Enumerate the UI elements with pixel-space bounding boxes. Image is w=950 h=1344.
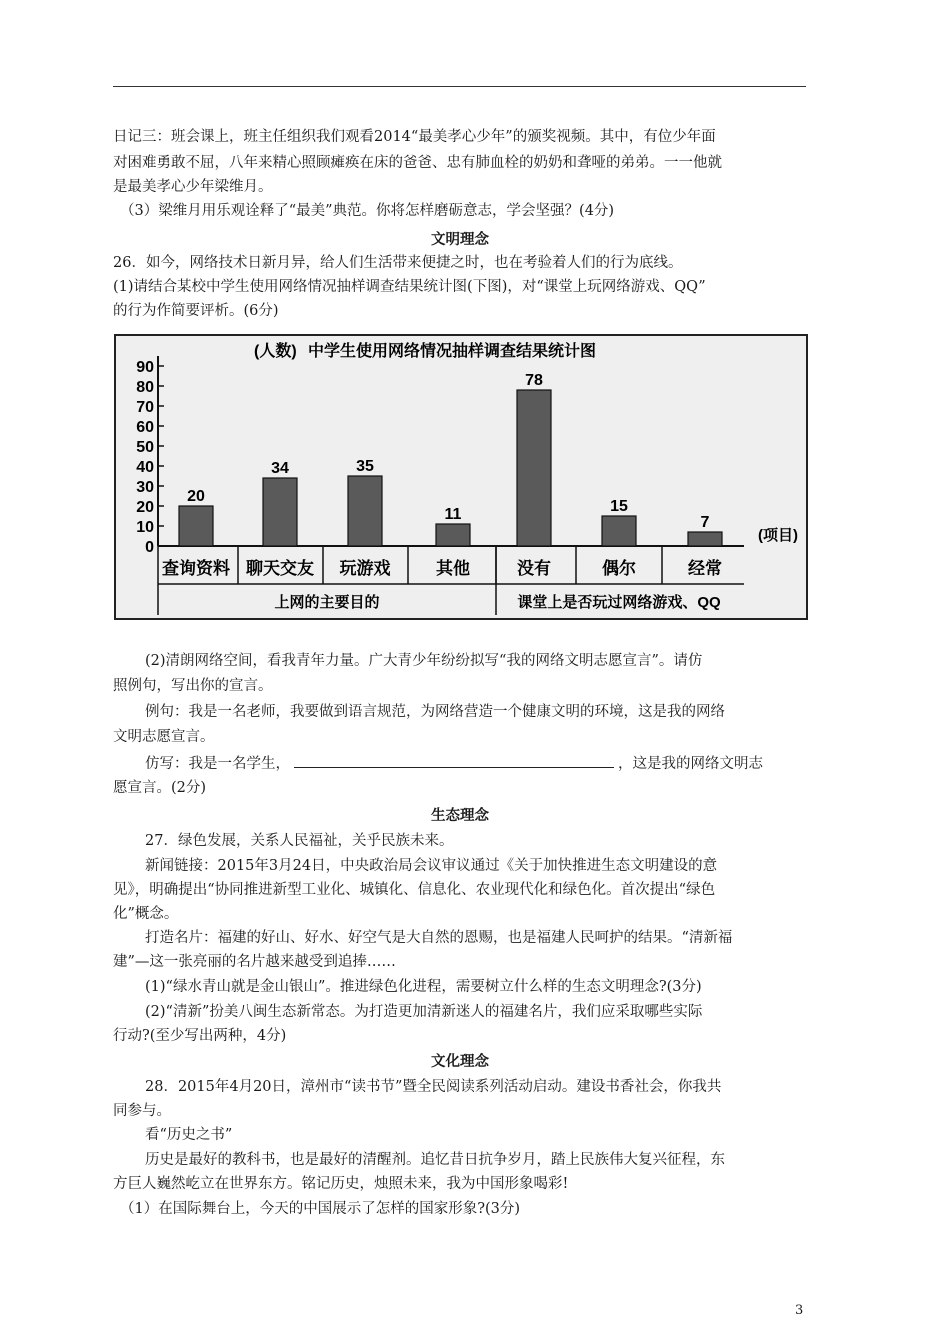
heading-civil: 文明理念 (431, 231, 489, 248)
y-tick-label: 70 (136, 399, 154, 416)
question-26-1-line2: 的行为作简要评析。(6分) (113, 303, 279, 319)
history-subheading: 看“历史之书” (145, 1127, 233, 1143)
imitate-suffix: ，这是我的网络文明志 (618, 756, 763, 772)
bar-value-label: 35 (356, 458, 374, 475)
y-tick-label: 80 (136, 379, 154, 396)
chart-x-axis-label: (项目) (758, 527, 798, 544)
chart-title: 中学生使用网络情况抽样调查结果统计图 (308, 343, 597, 360)
history-line1: 历史是最好的教科书，也是最好的清醒剂。追忆昔日抗争岁月，踏上民族伟大复兴征程，东 (145, 1152, 725, 1168)
group-label: 课堂上是否玩过网络游戏、QQ (517, 594, 721, 611)
y-tick-label: 40 (136, 459, 154, 476)
header-rule (113, 86, 806, 87)
bar-value-label: 34 (271, 460, 289, 477)
bar-value-label: 15 (610, 498, 628, 515)
category-label: 偶尔 (602, 559, 636, 578)
bar-聊天交友 (263, 478, 297, 546)
question-28-line2: 同参与。 (113, 1103, 171, 1119)
y-tick-label: 10 (136, 519, 154, 536)
category-label: 查询资料 (162, 559, 230, 578)
question-25-3: （3）梁维月用乐观诠释了“最美”典范。你将怎样磨砺意志，学会坚强？(4分) (120, 203, 615, 219)
question-28-line1: 28．2015年4月20日，漳州市“读书节”暨全民阅读系列活动启动。建设书香社会，你我共 (145, 1079, 722, 1095)
y-tick-label: 30 (136, 479, 154, 496)
network-usage-bar-chart (114, 334, 808, 620)
bar-玩游戏 (348, 476, 382, 546)
diary3-line1: 日记三：班会课上，班主任组织我们观看2014“最美孝心少年”的颁奖视频。其中，有位少年面 (113, 129, 716, 145)
bar-经常 (688, 532, 722, 546)
diary3-line3: 是最美孝心少年梁维月。 (113, 179, 273, 195)
y-tick-label: 0 (145, 539, 154, 556)
bar-偶尔 (602, 516, 636, 546)
news-line2: 见》，明确提出“协同推进新型工业化、城镇化、信息化、农业现代化和绿色化。首次提出“绿色 (113, 882, 716, 898)
y-tick-label: 20 (136, 499, 154, 516)
imitate-answer-blank[interactable] (294, 752, 614, 768)
category-label: 玩游戏 (339, 559, 391, 578)
question-27-2-line1: (2)“清新”扮美八闽生态新常态。为打造更加清新迷人的福建名片，我们应采取哪些实际 (145, 1004, 703, 1020)
bar-value-label: 7 (700, 514, 710, 531)
bar-其他 (436, 524, 470, 546)
chart-y-axis-label: (人数) (254, 343, 297, 360)
card-line2: 建”—这一张亮丽的名片越来越受到追捧…… (113, 954, 396, 970)
bar-value-label: 20 (187, 488, 205, 505)
question-26-2-line2: 照例句，写出你的宣言。 (113, 678, 273, 694)
example-line1: 例句：我是一名老师，我要做到语言规范，为网络营造一个健康文明的环境，这是我的网络 (145, 704, 725, 720)
category-label: 没有 (517, 559, 551, 578)
question-26-2-line1: (2)清朗网络空间，看我青年力量。广大青少年纷纷拟写“我的网络文明志愿宣言”。请仿 (145, 653, 703, 669)
diary3-line2: 对困难勇敢不屈，八年来精心照顾瘫痪在床的爸爸、忠有肺血栓的奶奶和聋哑的弟弟。一一他就 (113, 155, 722, 171)
question-28-1: （1）在国际舞台上，今天的中国展示了怎样的国家形象?(3分) (120, 1201, 521, 1217)
question-27-2-line2: 行动?(至少写出两种，4分) (113, 1028, 287, 1044)
y-tick-label: 50 (136, 439, 154, 456)
example-line2: 文明志愿宣言。 (113, 729, 215, 745)
news-line1: 新闻链接：2015年3月24日，中央政治局会议审议通过《关于加快推进生态文明建设的意 (145, 858, 718, 874)
heading-culture: 文化理念 (431, 1053, 489, 1070)
page-number: 3 (795, 1303, 804, 1318)
question-26-1-line1: (1)请结合某校中学生使用网络情况抽样调查结果统计图(下图)，对“课堂上玩网络游戏、QQ” (113, 279, 706, 295)
bar-value-label: 11 (444, 506, 462, 523)
bar-查询资料 (179, 506, 213, 546)
heading-eco: 生态理念 (431, 807, 489, 824)
category-label: 聊天交友 (246, 559, 314, 578)
imitate-prefix: 仿写：我是一名学生， (145, 756, 290, 772)
y-tick-label: 90 (136, 359, 154, 376)
question-27-intro: 27．绿色发展，关系人民福祉，关乎民族未来。 (145, 833, 454, 849)
history-line2: 方巨人巍然屹立在世界东方。铭记历史，烛照未来，我为中国形象喝彩! (113, 1176, 569, 1192)
question-26-intro: 26．如今，网络技术日新月异，给人们生活带来便捷之时，也在考验着人们的行为底线。 (113, 255, 683, 271)
bar-value-label: 78 (525, 372, 543, 389)
question-27-1: (1)“绿水青山就是金山银山”。推进绿色化进程，需要树立什么样的生态文明理念?(3分) (145, 979, 702, 995)
imitate-line2: 愿宣言。(2分) (113, 780, 207, 796)
imitate-line1 (145, 752, 763, 775)
group-label: 上网的主要目的 (274, 594, 380, 611)
card-line1: 打造名片：福建的好山、好水、好空气是大自然的恩赐，也是福建人民呵护的结果。“清新福 (145, 930, 733, 946)
y-tick-label: 60 (136, 419, 154, 436)
news-line3: 化”概念。 (113, 906, 179, 922)
bar-没有 (517, 390, 551, 546)
category-label: 其他 (436, 559, 470, 578)
category-label: 经常 (688, 559, 722, 578)
